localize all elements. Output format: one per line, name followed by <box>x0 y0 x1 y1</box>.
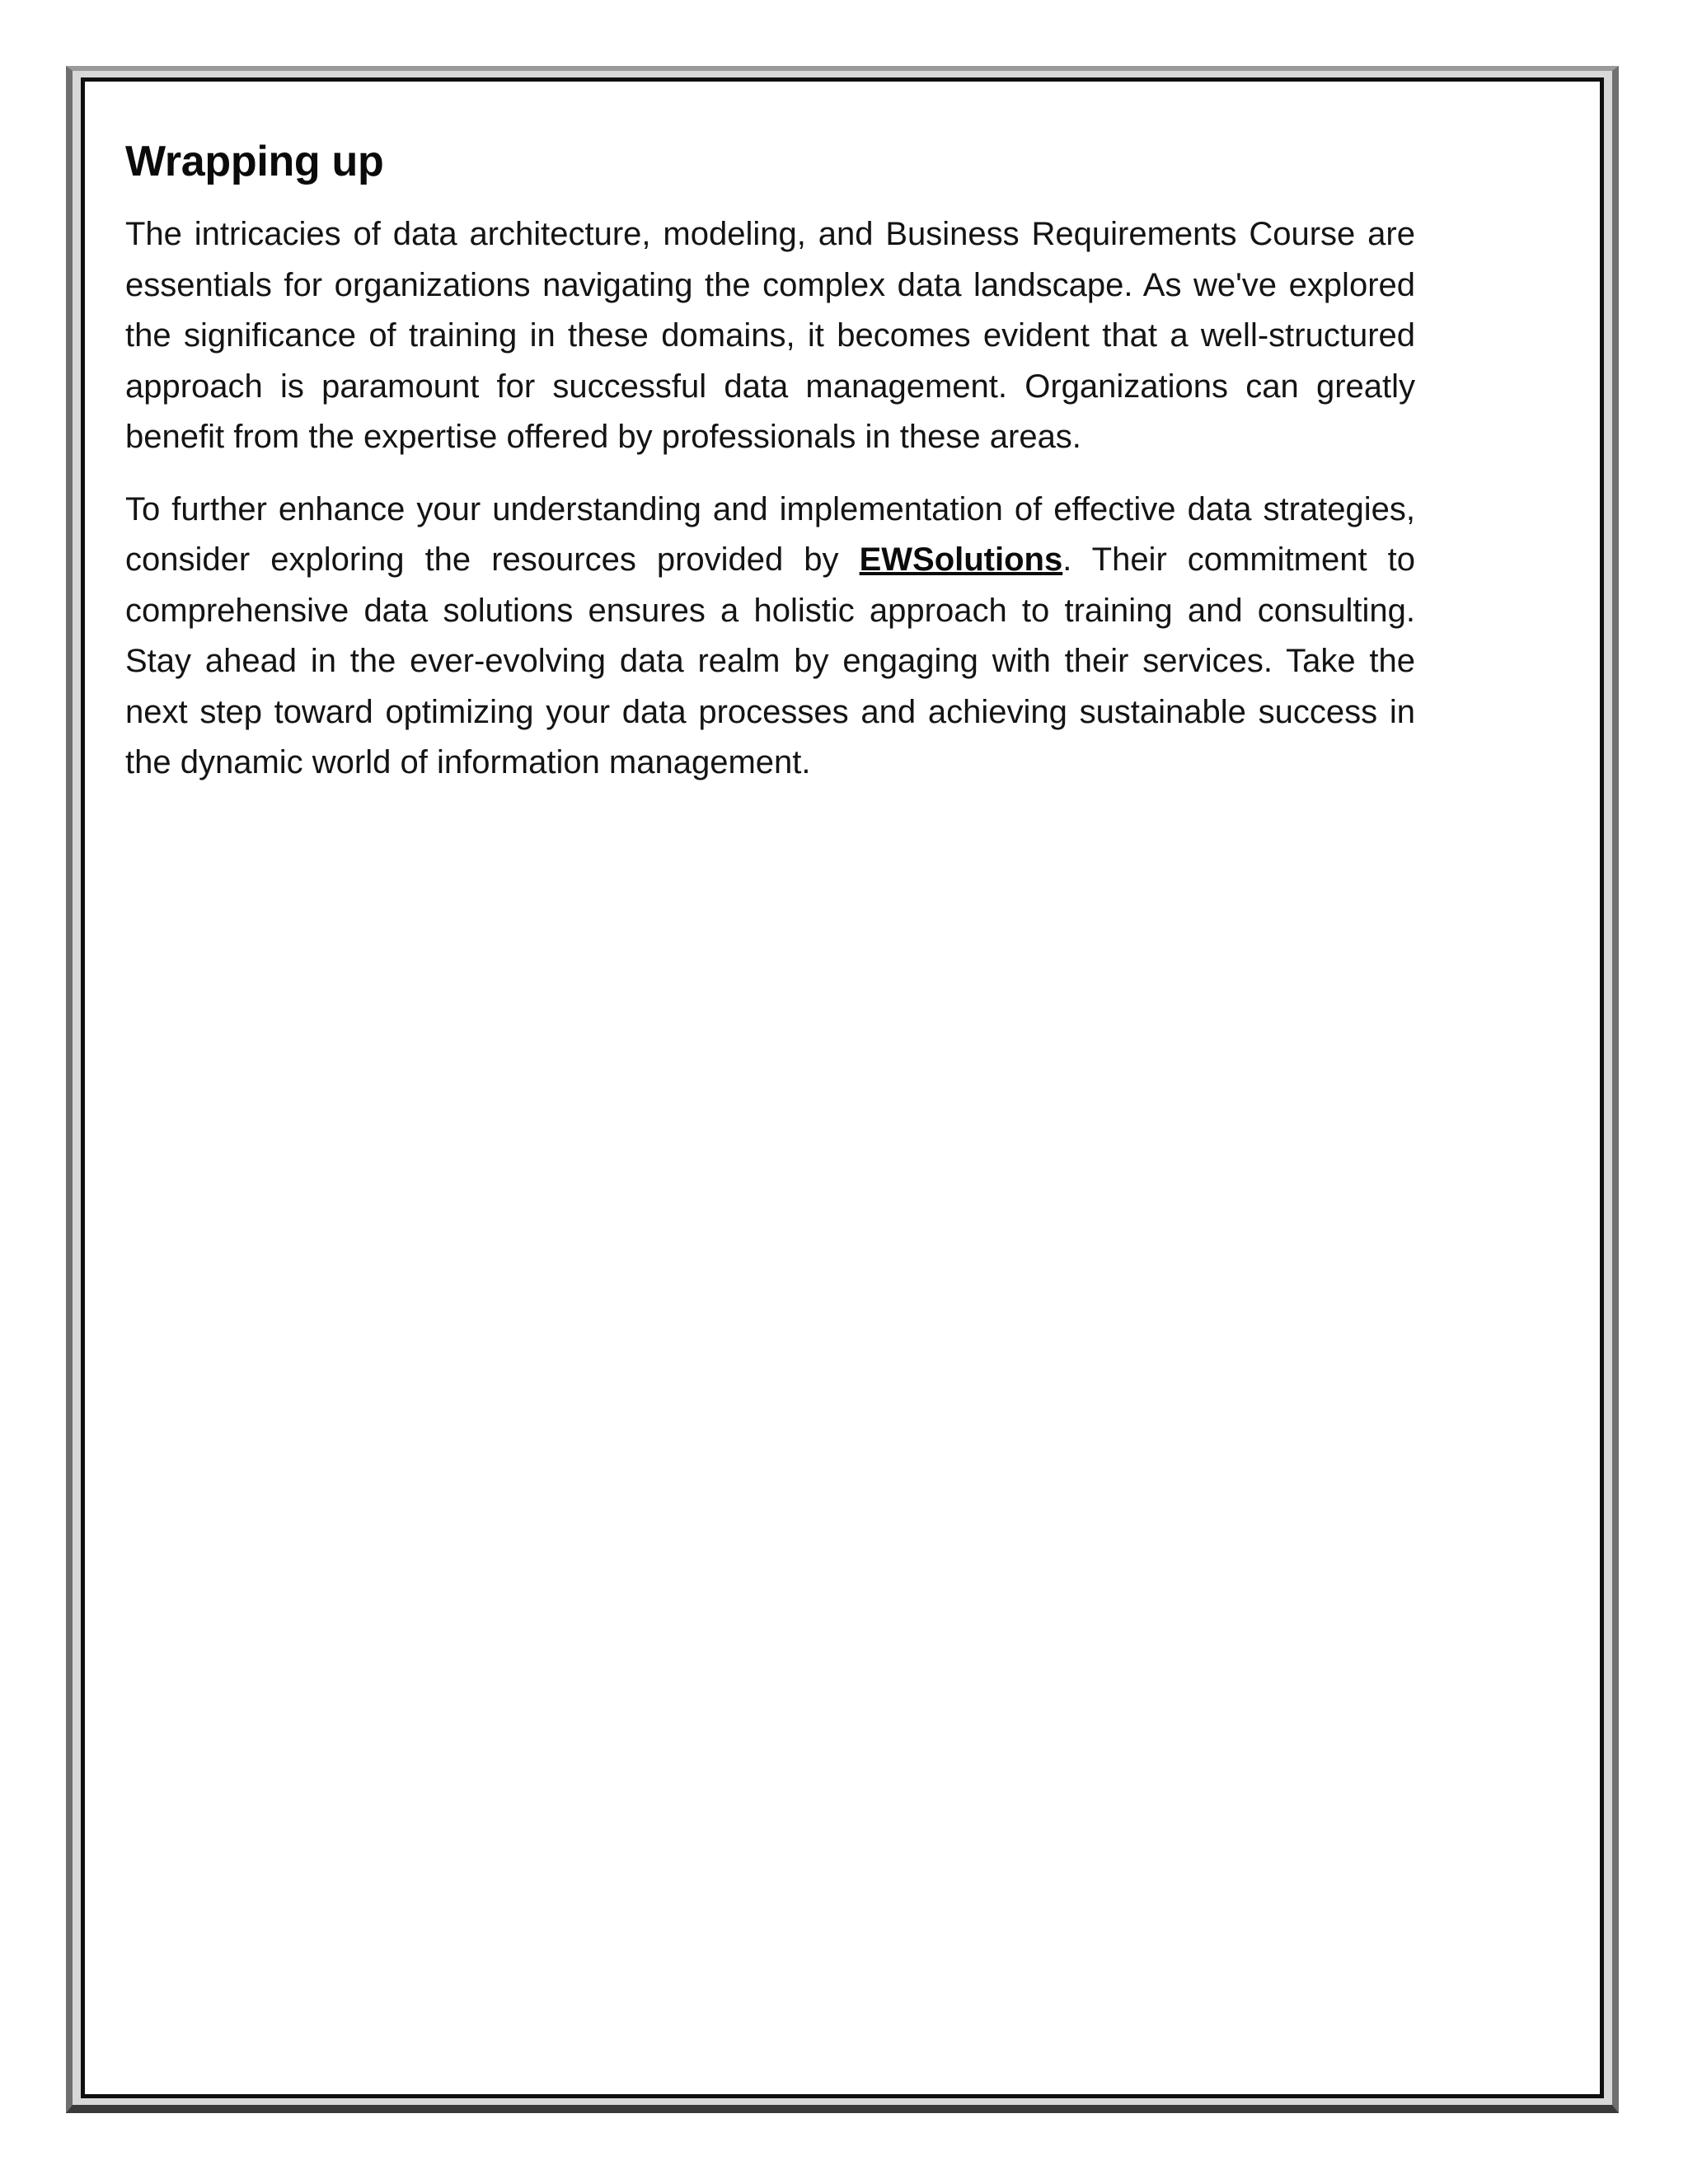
document-body <box>125 135 1415 810</box>
paragraph-text-before-link: To further enhance your understanding and implementation of effective data strategies, consider exploring the resources provided by <box>125 490 1415 578</box>
paragraph-call-to-action <box>125 485 1415 789</box>
paragraph-text-after-link: . Their commitment to comprehensive data solutions ensures a holistic approach to training and consulting. Stay ahead in the ever-evolving data realm by engaging with their services. Take the next step toward optimizing your data processes and achieving sustainable success in the dynamic world of information management. <box>125 541 1415 780</box>
paragraph-summary: The intricacies of data architecture, modeling, and Business Requirements Course are essentials for organizations navigating the complex data landscape. As we've explored the significance of training in these domains, it becomes evident that a well-structured approach is paramount for successful data management. Organizations can greatly benefit from the expertise offered by professionals in these areas. <box>125 216 1415 455</box>
section-heading: Wrapping up <box>125 138 384 185</box>
ewsolutions-link[interactable]: EWSolutions <box>859 541 1063 578</box>
